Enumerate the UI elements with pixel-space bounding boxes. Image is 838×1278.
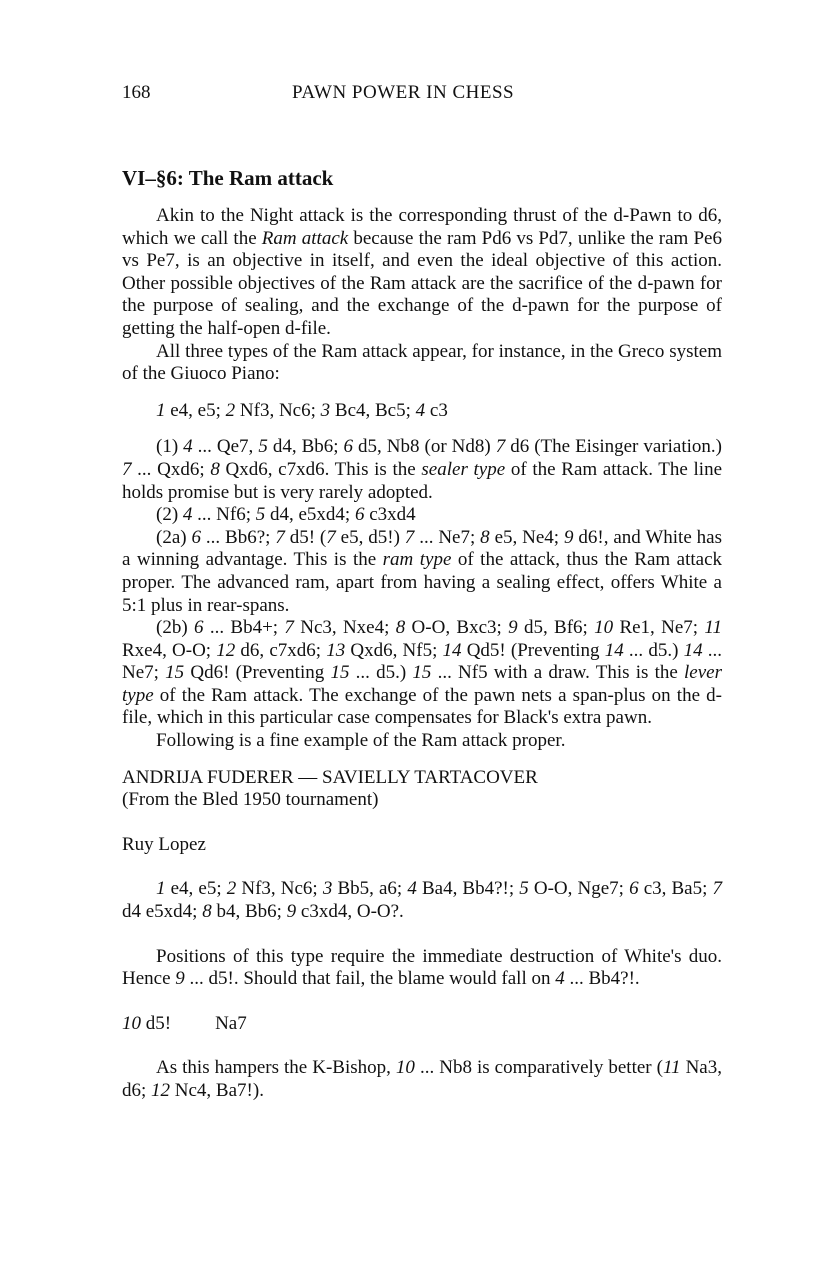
variation-2: (2) 4 ... Nf6; 5 d4, e5xd4; 6 c3xd4	[156, 504, 416, 526]
paragraph-intro: Akin to the Night attack is the corresponding thrust of the d-Pawn to d6, which we call the Ram attack because the ram Pd6 vs Pd7, unlike the ram Pe6 vs Pe7, is an objective in itself, and even the ideal objective of this action. Other possible objectives of the Ram attack are the sacrifice of the d-pawn for the purpose of sealing, and the exchange of the d-pawn for the purpose of getting the half-open d-file.	[122, 205, 722, 339]
game-moves: 1 e4, e5; 2 Nf3, Nc6; 3 Bb5, a6; 4 Ba4, Bb4?!; 5 O-O, Nge7; 6 c3, Ba5; 7 d4 e5xd4; 8 b4, Bb6; 9 c3xd4, O-O?.	[122, 878, 722, 923]
book-title: PAWN POWER IN CHESS	[292, 82, 515, 103]
opening-moves: 1 e4, e5; 2 Nf3, Nc6; 3 Bc4, Bc5; 4 c3	[156, 399, 448, 421]
variation-2b: (2b) 6 ... Bb4+; 7 Nc3, Nxe4; 8 O-O, Bxc3; 9 d5, Bf6; 10 Re1, Ne7; 11 Rxe4, O-O; 12 d6, c7xd6; 13 Qxd6, Nf5; 14 Qd5! (Preventing 14 ... d5.) 14 ... Ne7; 15 Qd6! (Preventing 15 ... d5.) 15 ... Nf5 with a draw. This is the lever type of the Ram attack. The exchange of the pawn nets a span-plus on the d-file, which in this particular case compensates for Black's extra pawn.	[122, 617, 722, 729]
paragraph-types: All three types of the Ram attack appear, for instance, in the Greco system of the Giuoco Piano:	[122, 340, 722, 385]
page-number: 168	[122, 82, 151, 103]
section-title: VI–§6: The Ram attack	[122, 166, 334, 190]
body-text	[122, 205, 722, 1103]
opening-name: Ruy Lopez	[122, 833, 206, 855]
comment-k-bishop: As this hampers the K-Bishop, 10 ... Nb8 is comparatively better (11 Na3, d6; 12 Nc4, Ba7!).	[122, 1057, 722, 1101]
comment-duo: Positions of this type require the immediate destruction of White's duo. Hence 9 ... d5!. Should that fail, the blame would fall on 4 ... Bb4?!.	[122, 945, 722, 990]
paragraph-example: Following is a fine example of the Ram attack proper.	[156, 730, 566, 752]
variation-2a: (2a) 6 ... Bb6?; 7 d5! (7 e5, d5!) 7 ... Ne7; 8 e5, Ne4; 9 d6!, and White has a winning advantage. This is the ram type of the attack, thus the Ram attack proper. The advanced ram, apart from having a sealing effect, offers White a 5:1 plus in rear-spans.	[122, 526, 723, 616]
variation-1: (1) 4 ... Qe7, 5 d4, Bb6; 6 d5, Nb8 (or Nd8) 7 d6 (The Eisinger variation.) 7 ... Qxd6; 8 Qxd6, c7xd6. This is the sealer type of the Ram attack. The line holds promise but is very rarely adopted.	[122, 436, 723, 503]
move-10: 10 d5! Na7	[122, 1012, 247, 1034]
game-players: ANDRIJA FUDERER — SAVIELLY TARTACOVER	[122, 766, 538, 788]
game-event: (From the Bled 1950 tournament)	[122, 789, 379, 811]
